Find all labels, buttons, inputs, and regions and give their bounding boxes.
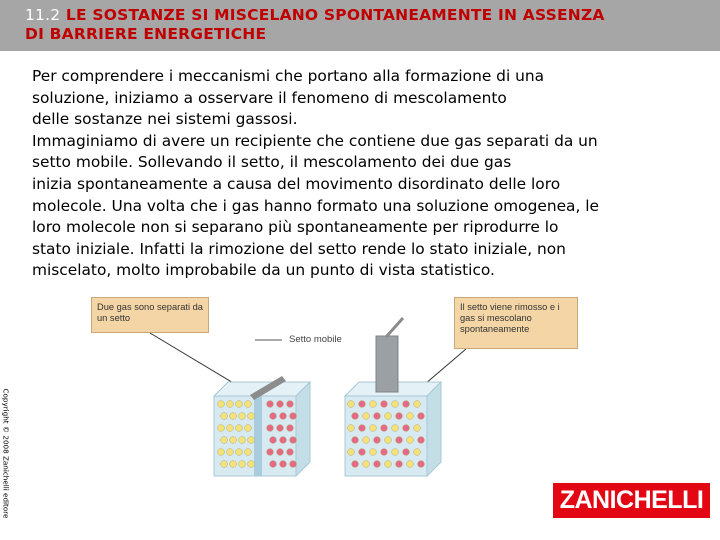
molecule	[348, 401, 355, 408]
molecule	[245, 401, 252, 408]
molecule	[374, 461, 381, 468]
body-line: molecole. Una volta che i gas hanno formato una soluzione omogenea, le	[32, 196, 600, 215]
body-line: Immaginiamo di avere un recipiente che contiene due gas separati da un	[32, 131, 598, 150]
molecule	[359, 425, 366, 432]
molecule	[352, 437, 359, 444]
molecule	[218, 401, 225, 408]
molecule	[352, 461, 359, 468]
body-line: delle sostanze nei sistemi gassosi.	[32, 110, 298, 129]
molecule	[287, 401, 294, 408]
molecule	[385, 461, 392, 468]
molecule	[280, 461, 287, 468]
molecule	[403, 449, 410, 456]
molecule	[267, 425, 274, 432]
molecule	[227, 449, 234, 456]
section-number: 11.2	[25, 6, 61, 24]
molecule	[414, 425, 421, 432]
molecule	[363, 461, 370, 468]
copyright-text: Copyright © 2008 Zanichelli editore	[1, 388, 11, 519]
caption-separated: Due gas sono separati da un setto	[91, 297, 209, 333]
molecule	[407, 437, 414, 444]
molecule	[277, 425, 284, 432]
molecule	[245, 449, 252, 456]
zanichelli-logo: ZANICHELLI	[553, 483, 710, 518]
molecule	[363, 413, 370, 420]
molecule	[287, 449, 294, 456]
molecule	[218, 425, 225, 432]
molecule	[396, 437, 403, 444]
molecule	[218, 449, 225, 456]
molecule	[221, 413, 228, 420]
molecule	[290, 461, 297, 468]
molecule	[392, 425, 399, 432]
septum-label: Setto mobile	[289, 334, 342, 345]
molecule	[221, 461, 228, 468]
molecule	[277, 449, 284, 456]
molecule	[418, 461, 425, 468]
molecule	[239, 461, 246, 468]
molecule	[392, 401, 399, 408]
molecule	[236, 449, 243, 456]
molecule	[270, 461, 277, 468]
molecule	[392, 449, 399, 456]
molecule	[267, 401, 274, 408]
molecule	[370, 449, 377, 456]
molecule	[270, 413, 277, 420]
molecule	[239, 437, 246, 444]
molecule	[221, 437, 228, 444]
molecule	[236, 425, 243, 432]
septum	[254, 396, 262, 476]
molecule	[381, 401, 388, 408]
molecule	[280, 437, 287, 444]
molecule	[248, 437, 255, 444]
molecule	[230, 437, 237, 444]
molecule	[280, 413, 287, 420]
molecule	[363, 437, 370, 444]
body-line: soluzione, iniziamo a osservare il fenomeno di mescolamento	[32, 88, 507, 107]
molecule	[381, 449, 388, 456]
molecule	[248, 461, 255, 468]
molecule	[290, 437, 297, 444]
body-line: inizia spontaneamente a causa del movimento disordinato delle loro	[32, 174, 561, 193]
body-line: stato iniziale. Infatti la rimozione del setto rende lo stato iniziale, non	[32, 239, 566, 258]
molecule	[352, 413, 359, 420]
molecule	[381, 425, 388, 432]
molecule	[267, 449, 274, 456]
molecule	[348, 425, 355, 432]
title-line-1: LE SOSTANZE SI MISCELANO SPONTANEAMENTE IN ASSENZA	[65, 6, 605, 24]
molecule	[270, 437, 277, 444]
molecule	[396, 413, 403, 420]
molecule	[414, 401, 421, 408]
title-line-2: DI BARRIERE ENERGETICHE	[25, 25, 267, 43]
molecule	[374, 437, 381, 444]
molecule	[236, 401, 243, 408]
septum-rod	[386, 318, 403, 337]
molecule	[227, 401, 234, 408]
molecule	[414, 449, 421, 456]
molecule	[348, 449, 355, 456]
body-line: Per comprendere i meccanismi che portano alla formazione di una	[32, 67, 545, 85]
molecule	[290, 413, 297, 420]
body-line: setto mobile. Sollevando il setto, il mescolamento dei due gas	[32, 153, 512, 172]
molecule	[245, 425, 252, 432]
molecule	[287, 425, 294, 432]
caption-mixed: Il setto viene rimosso e i gas si mescolano spontaneamente	[454, 297, 578, 349]
molecule	[248, 413, 255, 420]
molecule	[407, 461, 414, 468]
molecule	[370, 425, 377, 432]
molecule	[370, 401, 377, 408]
molecule	[239, 413, 246, 420]
lifted-septum	[376, 336, 398, 392]
body-line: miscelato, molto improbabile da un punto di vista statistico.	[32, 261, 495, 280]
molecule	[407, 413, 414, 420]
molecule	[374, 413, 381, 420]
molecule	[385, 437, 392, 444]
molecule	[385, 413, 392, 420]
molecule	[396, 461, 403, 468]
molecule	[403, 401, 410, 408]
molecule	[418, 413, 425, 420]
molecule	[230, 413, 237, 420]
molecule	[277, 401, 284, 408]
molecule	[230, 461, 237, 468]
molecule	[359, 401, 366, 408]
molecule	[359, 449, 366, 456]
body-line: loro molecole non si separano più spontaneamente per riprodurre lo	[32, 218, 559, 237]
molecule	[403, 425, 410, 432]
molecule	[227, 425, 234, 432]
molecule	[418, 437, 425, 444]
